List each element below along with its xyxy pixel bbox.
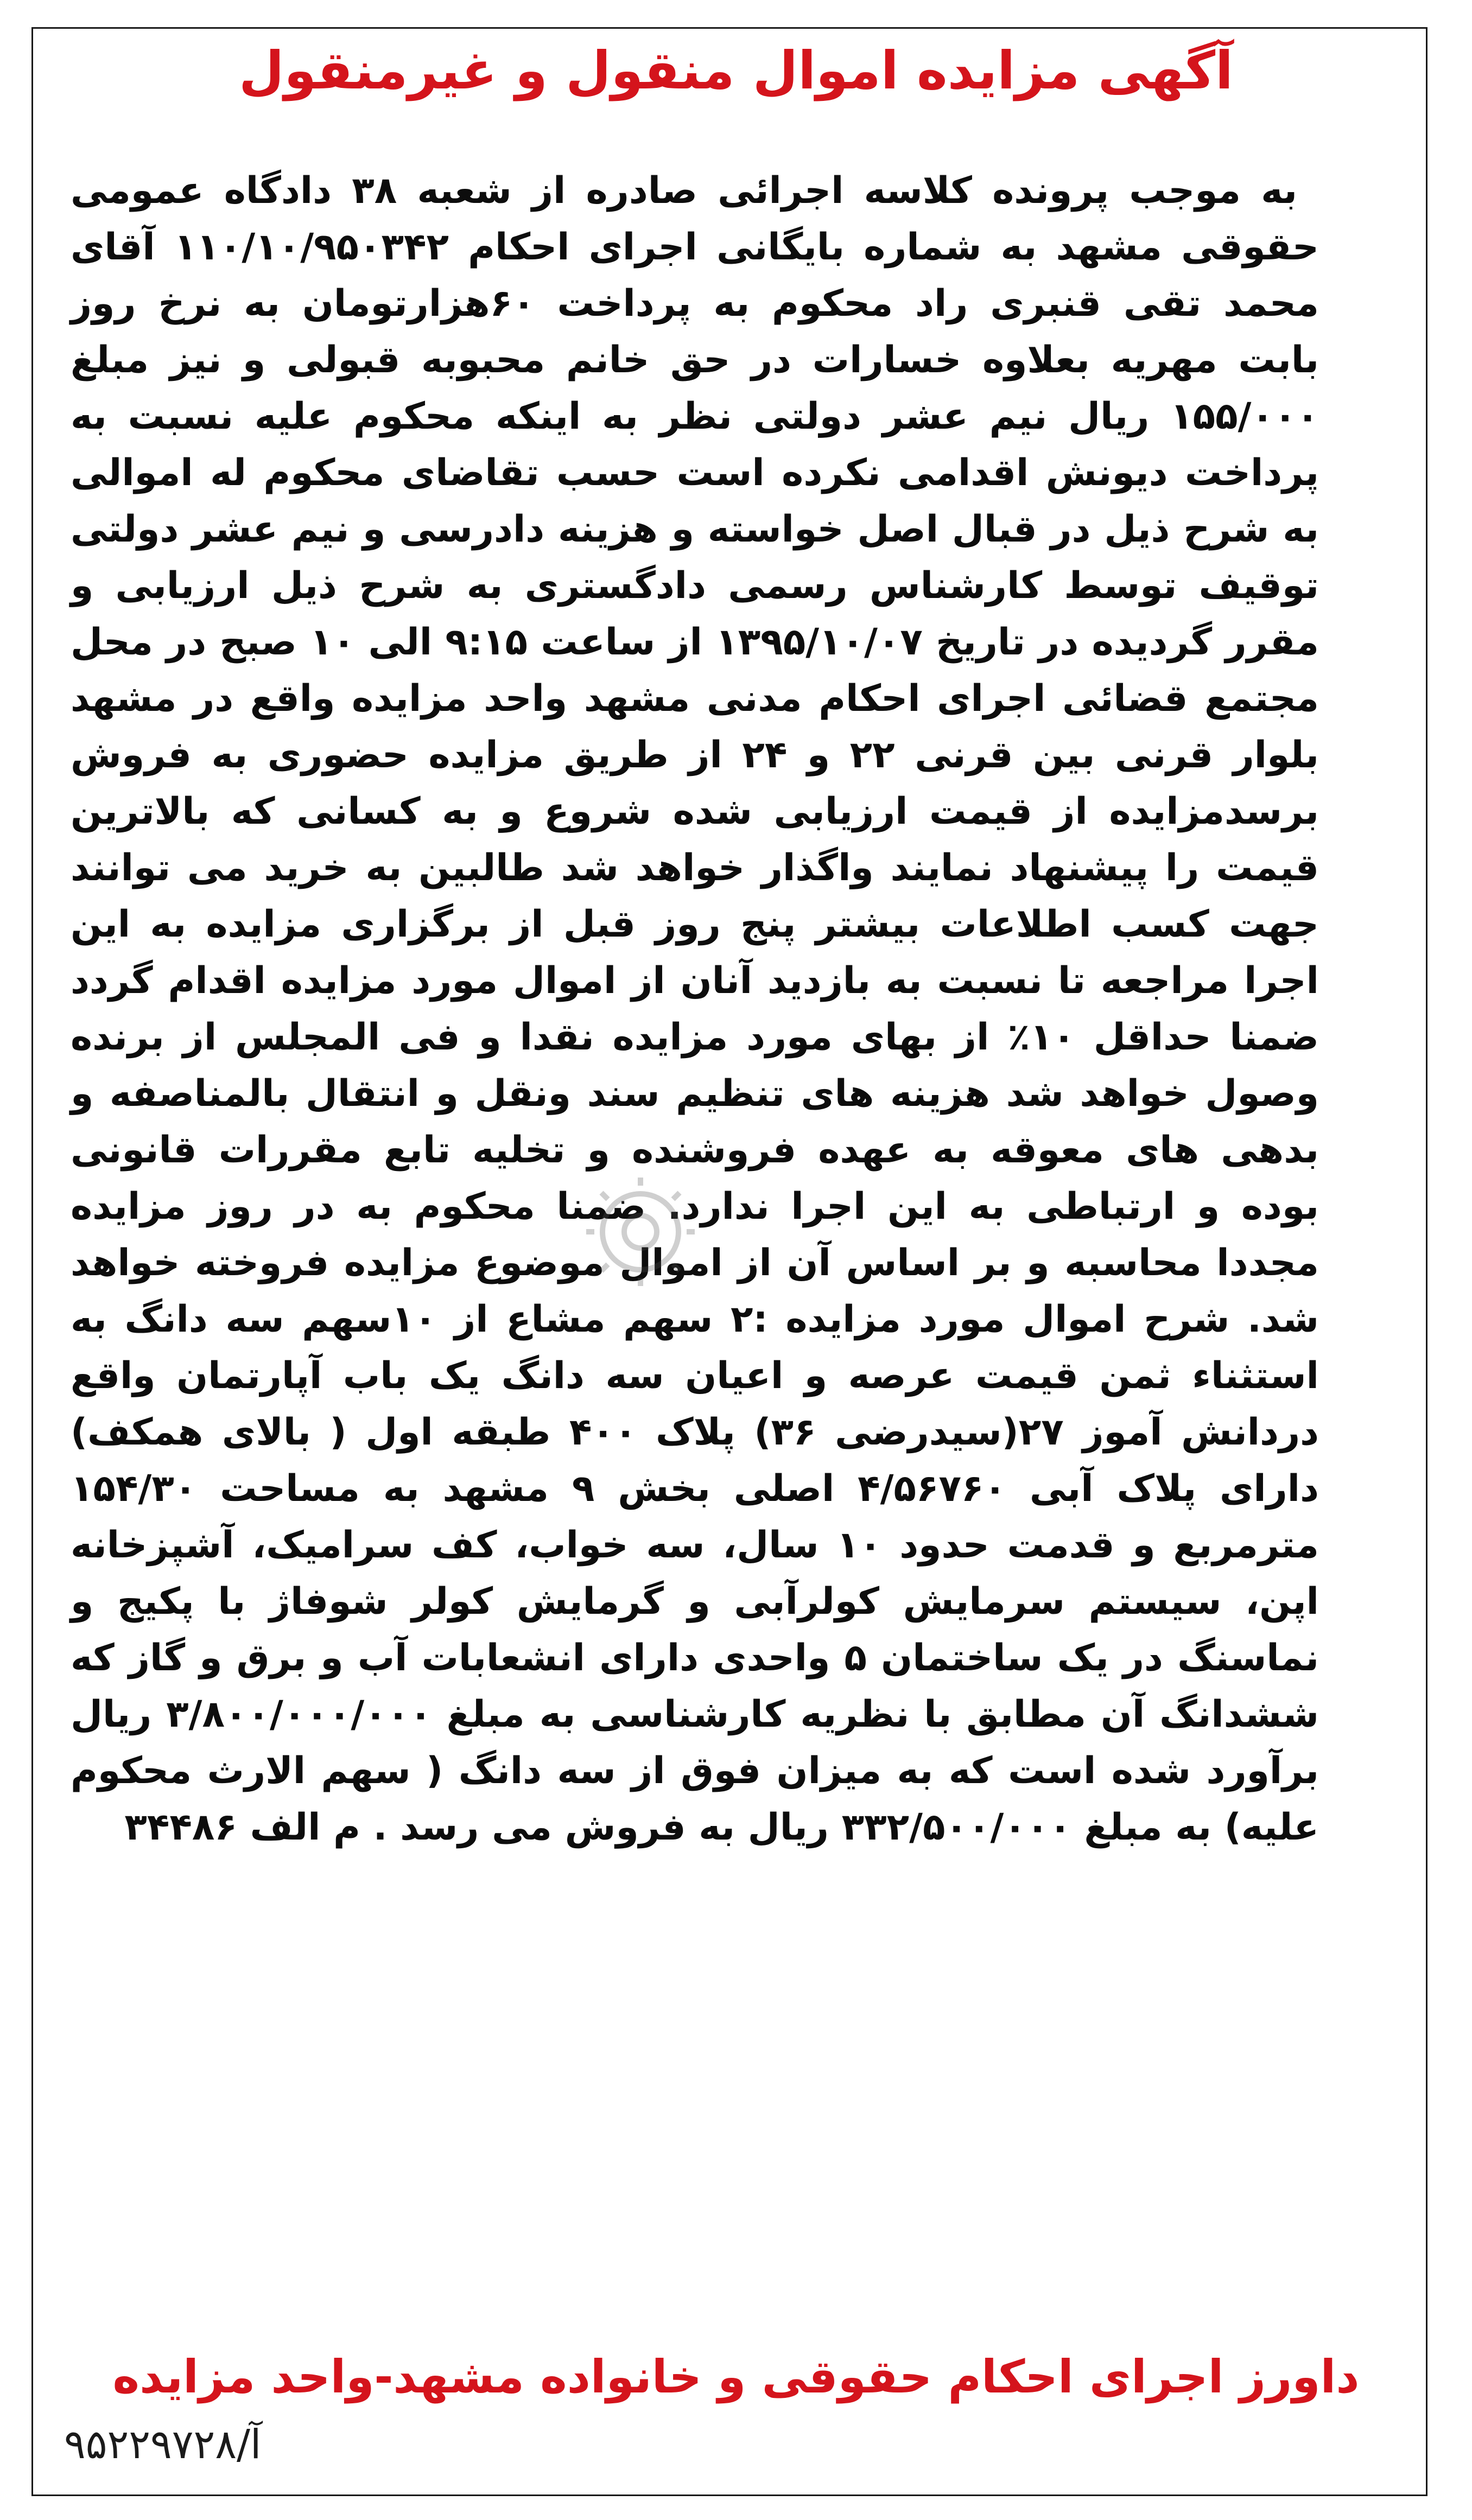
notice-title: آگهی مزایده اموال منقول و غیرمنقول bbox=[239, 40, 1233, 101]
issuer-footer: داورز اجرای احکام حقوقی و خانواده مشهد-واحد مزایده bbox=[112, 2350, 1360, 2403]
notice-body-paragraph: به موجب پرونده کلاسه اجرائی صادره از شعبه ۳۸ دادگاه عمومی حقوقی مشهد به شماره بایگانی اجرای احکام ۱۱۰/۱۰/۹۵۰۳۴۲ آقای محمد تقی قنبری راد محکوم به پرداخت ۶۰هزارتومان به نرخ روز بابت مهریه بعلاوه خسارات در حق خانم محبوبه قبولی و نیز مبلغ ۱۵۵/۰۰۰ ریال نیم عشر دولتی نظر به اینکه محکوم علیه نسبت به پرداخت دیونش اقدامی نکرده است حسب تقاضای محکوم له اموالی به شرح ذیل در قبال اصل خواسته و هزینه دادرسی و نیم عشر دولتی توقیف توسط کارشناس رسمی دادگستری به شرح ذیل ارزیابی و مقرر گردیده در تاریخ ۱۳۹۵/۱۰/۰۷ از ساعت ۹:۱۵ الی ۱۰ صبح در محل مجتمع قضائی اجرای احکام مدنی مشهد واحد مزایده واقع در مشهد بلوار قرنی بین قرنی ۲۲ و ۲۴ از طریق مزایده حضوری به فروش برسدمزایده از قیمت ارزیابی شده شروع و به کسانی که بالاترین قیمت را پیشنهاد نمایند واگذار خواهد شد طالبین به خرید می توانند جهت کسب اطلاعات بیشتر پنج روز قبل از برگزاری مزایده به این اجرا مراجعه تا نسبت به بازدید آنان از اموال مورد مزایده اقدام گردد ضمنا حداقل ۱۰٪ از بهای مورد مزایده نقدا و فی المجلس از برنده وصول خواهد شد هزینه های تنظیم سند ونقل و انتقال بالمناصفه و بدهی های معوقه به عهده فروشنده و تخلیه تابع مقررات قانونی بوده و ارتباطی به این اجرا ندارد. ضمنا محکوم به در روز مزایده مجددا محاسبه و بر اساس آن از اموال موضوع مزایده فروخته خواهد شد. شرح اموال مورد مزایده :۲ سهم مشاع از ۱۰سهم سه دانگ به استثناء ثمن قیمت عرصه و اعیان سه دانگ یک باب آپارتمان واقع دردانش آموز ۲۷(سیدرضی ۳۶) پلاک ۴۰۰ طبقه اول ( بالای همکف) دارای پلاک آبی ۴/۵۶۷۶۰ اصلی بخش ۹ مشهد به مساحت ۱۵۴/۳۰ مترمربع و قدمت حدود ۱۰ سال، سه خواب، کف سرامیک، آشپزخانه اپن، سیستم سرمایش کولرآبی و گرمایش کولر شوفاژ با پکیج و نماسنگ در یک ساختمان ۵ واحدی دارای انشعابات آب و برق و گاز که ششدانگ آن مطابق با نظریه کارشناسی به مبلغ ۳/۸۰۰/۰۰۰/۰۰۰ ریال برآورد شده است که به میزان فوق از سه دانگ ( سهم الارث محکوم علیه) به مبلغ ۳۳۲/۵۰۰/۰۰۰ ریال به فروش می رسد . م الف ۳۴۴۸۶ bbox=[71, 169, 1319, 1849]
notice-body bbox=[71, 163, 1319, 1856]
reference-code: آ/۹۵۲۲۹۷۲۸ bbox=[64, 2421, 262, 2468]
